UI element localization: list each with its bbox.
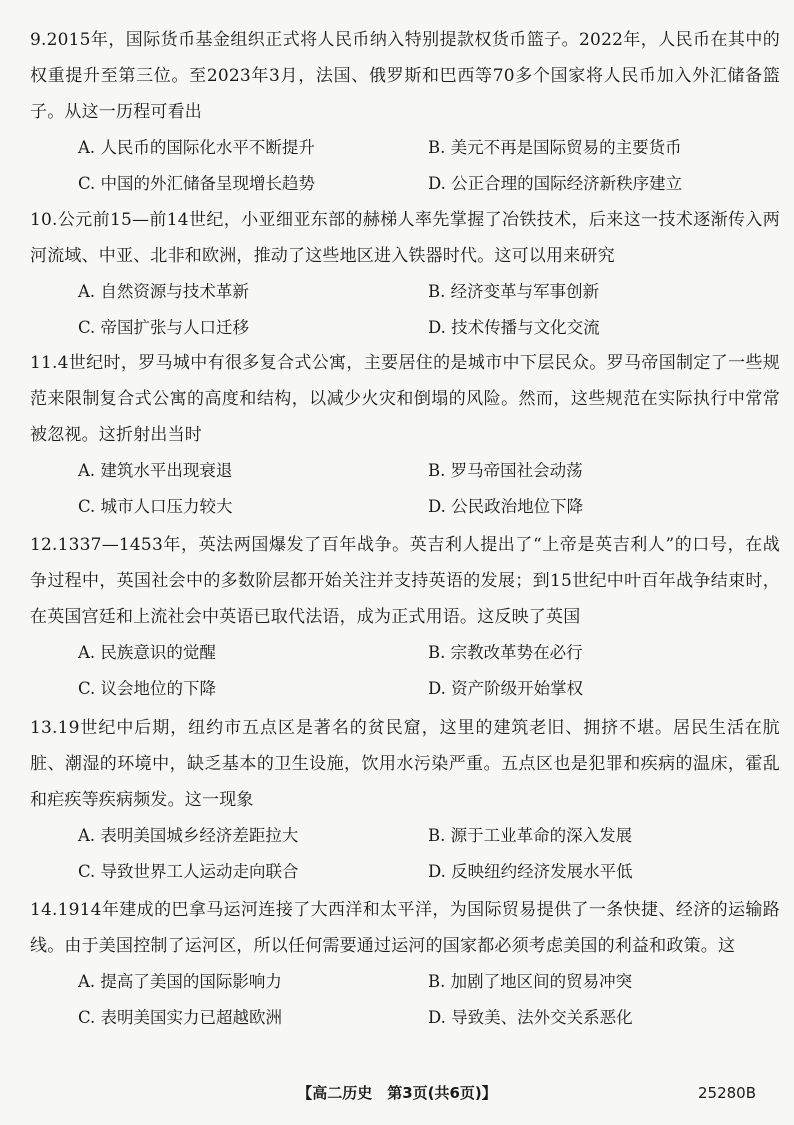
options-grid bbox=[30, 635, 780, 707]
option-d: D. 反映纽约经济发展水平低 bbox=[428, 862, 633, 881]
question-stem: 11.4世纪时，罗马城中有很多复合式公寓，主要居住的是城市中下层民众。罗马帝国制定了一些规范来限制复合式公寓的高度和结构，以减少火灾和倒塌的风险。然而，这些规范在实际执行中常常被忽视。这折射出当时 bbox=[30, 353, 780, 445]
question-stem: 14.1914年建成的巴拿马运河连接了大西洋和太平洋，为国际贸易提供了一条快捷、经济的运输路线。由于美国控制了运河区，所以任何需要通过运河的国家都必须考虑美国的利益和政策。这 bbox=[30, 900, 780, 956]
question-12 bbox=[30, 527, 780, 707]
footer-page-info: 【高二历史 第3页(共6页)】 bbox=[297, 1084, 497, 1102]
option-b: B. 美元不再是国际贸易的主要货币 bbox=[428, 138, 682, 157]
options-grid bbox=[30, 964, 780, 1036]
option-c: C. 中国的外汇储备呈现增长趋势 bbox=[78, 174, 316, 193]
options-grid bbox=[30, 274, 780, 346]
option-d: D. 导致美、法外交关系恶化 bbox=[428, 1008, 633, 1027]
option-d: D. 资产阶级开始掌权 bbox=[428, 679, 584, 698]
option-b: B. 经济变革与军事创新 bbox=[428, 282, 600, 301]
option-a: A. 民族意识的觉醒 bbox=[78, 643, 216, 662]
page-footer bbox=[0, 1078, 794, 1108]
option-a: A. 人民币的国际化水平不断提升 bbox=[78, 138, 315, 157]
option-c: C. 议会地位的下降 bbox=[78, 679, 217, 698]
options-grid bbox=[30, 453, 780, 525]
option-a: A. 自然资源与技术革新 bbox=[78, 282, 249, 301]
question-9 bbox=[30, 22, 780, 202]
question-stem: 13.19世纪中后期，纽约市五点区是著名的贫民窟，这里的建筑老旧、拥挤不堪。居民生活在肮脏、潮湿的环境中，缺乏基本的卫生设施，饮用水污染严重。五点区也是犯罪和疾病的温床，霍乱和疟疾等疾病频发。这一现象 bbox=[30, 718, 780, 810]
option-b: B. 罗马帝国社会动荡 bbox=[428, 461, 583, 480]
question-stem: 9.2015年，国际货币基金组织正式将人民币纳入特别提款权货币篮子。2022年，人民币在其中的权重提升至第三位。至2023年3月，法国、俄罗斯和巴西等70多个国家将人民币加入外汇储备篮子。从这一历程可看出 bbox=[30, 30, 780, 122]
option-a: A. 表明美国城乡经济差距拉大 bbox=[78, 826, 299, 845]
option-b: B. 源于工业革命的深入发展 bbox=[428, 826, 633, 845]
option-b: B. 宗教改革势在必行 bbox=[428, 643, 583, 662]
option-d: D. 公民政治地位下降 bbox=[428, 497, 584, 516]
question-13 bbox=[30, 710, 780, 890]
options-grid bbox=[30, 130, 780, 202]
option-b: B. 加剧了地区间的贸易冲突 bbox=[428, 972, 633, 991]
option-c: C. 帝国扩张与人口迁移 bbox=[78, 318, 250, 337]
question-10 bbox=[30, 202, 780, 346]
option-c: C. 表明美国实力已超越欧洲 bbox=[78, 1008, 283, 1027]
option-c: C. 导致世界工人运动走向联合 bbox=[78, 862, 299, 881]
option-d: D. 公正合理的国际经济新秩序建立 bbox=[428, 174, 683, 193]
option-d: D. 技术传播与文化交流 bbox=[428, 318, 600, 337]
option-a: A. 提高了美国的国际影响力 bbox=[78, 972, 282, 991]
options-grid bbox=[30, 818, 780, 890]
question-11 bbox=[30, 345, 780, 525]
question-stem: 10.公元前15—前14世纪，小亚细亚东部的赫梯人率先掌握了冶铁技术，后来这一技术逐渐传入两河流域、中亚、北非和欧洲，推动了这些地区进入铁器时代。这可以用来研究 bbox=[30, 210, 780, 266]
option-a: A. 建筑水平出现衰退 bbox=[78, 461, 233, 480]
question-stem: 12.1337—1453年，英法两国爆发了百年战争。英吉利人提出了“上帝是英吉利人”的口号，在战争过程中，英国社会中的多数阶层都开始关注并支持英语的发展；到15世纪中叶百年战争结束时，在英国宫廷和上流社会中英语已取代法语，成为正式用语。这反映了英国 bbox=[30, 535, 780, 627]
question-14 bbox=[30, 892, 780, 1036]
option-c: C. 城市人口压力较大 bbox=[78, 497, 233, 516]
footer-exam-code: 25280B bbox=[697, 1084, 756, 1102]
